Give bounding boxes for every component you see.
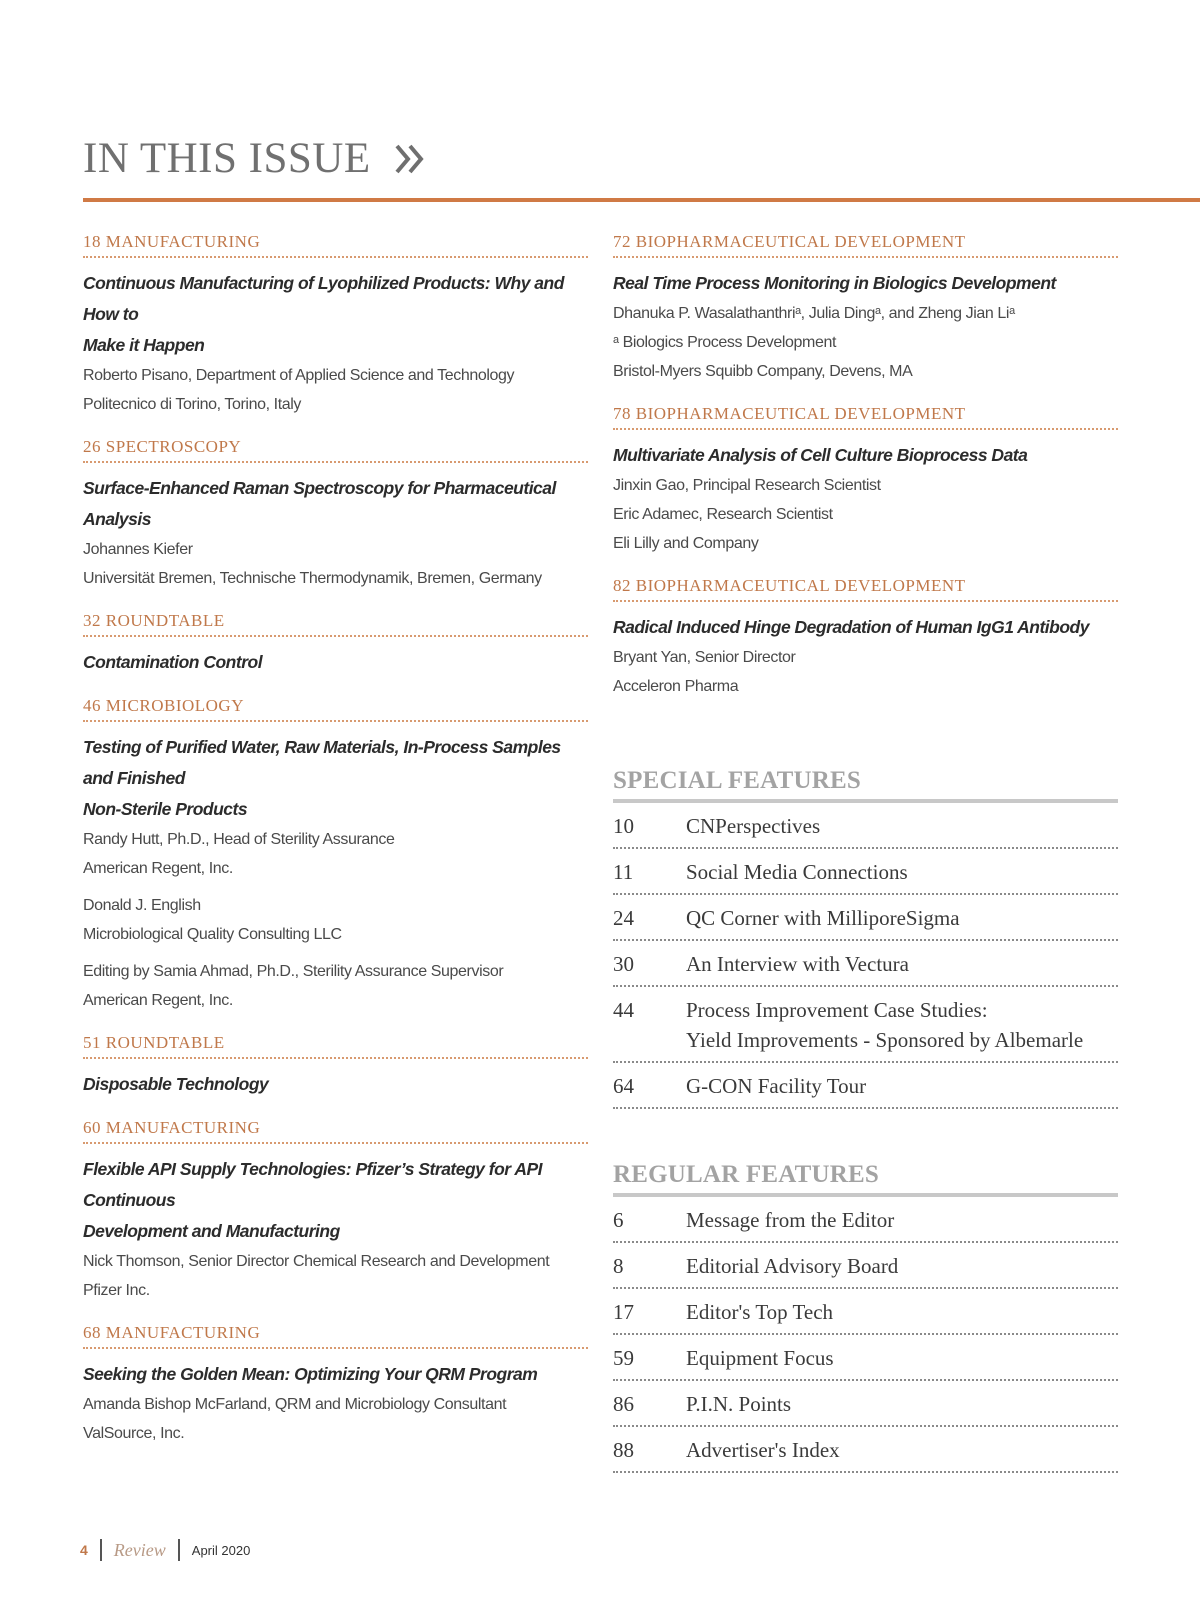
- article-title: Surface-Enhanced Raman Spectroscopy for Pharmaceutical Analysis: [83, 478, 556, 529]
- author-gap: [83, 883, 588, 891]
- article-title: Testing of Purified Water, Raw Materials, In-Process Samples and Finished: [83, 737, 561, 788]
- toc-section: [83, 611, 588, 696]
- author-line: Amanda Bishop McFarland, QRM and Microbiology Consultant: [83, 1396, 507, 1413]
- section-heading: 32 ROUNDTABLE: [83, 611, 588, 637]
- feature-label-line: P.I.N. Points: [686, 1392, 792, 1416]
- article-title: Radical Induced Hinge Degradation of Human IgG1 Antibody: [613, 617, 1089, 637]
- feature-page-number: 24: [613, 906, 634, 930]
- feature-label-line: G-CON Facility Tour: [686, 1074, 867, 1098]
- regular-features-list: [613, 1197, 1118, 1473]
- article-title: Multivariate Analysis of Cell Culture Bioprocess Data: [613, 445, 1028, 465]
- feature-label-line: Process Improvement Case Studies:: [686, 998, 988, 1022]
- article-title: Real Time Process Monitoring in Biologics Development: [613, 273, 1056, 293]
- feature-row: [613, 803, 1118, 849]
- special-features-heading: SPECIAL FEATURES: [613, 767, 1118, 803]
- feature-label: [686, 1389, 1118, 1419]
- feature-label: [686, 1343, 1118, 1373]
- author-line: Johannes Kiefer: [83, 541, 193, 558]
- feature-label-line: Editorial Advisory Board: [686, 1254, 899, 1278]
- feature-page-number: 86: [613, 1392, 634, 1416]
- author-line: Jinxin Gao, Principal Research Scientist: [613, 477, 881, 494]
- feature-label: [686, 811, 1118, 841]
- author-line: Acceleron Pharma: [613, 678, 739, 695]
- footer-divider: [100, 1539, 102, 1561]
- author-line: Politecnico di Torino, Torino, Italy: [83, 396, 302, 413]
- feature-row: [613, 895, 1118, 941]
- article-title: Non-Sterile Products: [83, 799, 248, 819]
- toc-section: [83, 1323, 588, 1466]
- feature-label: [686, 1205, 1118, 1235]
- author-line: Editing by Samia Ahmad, Ph.D., Sterility Assurance Supervisor: [83, 963, 504, 980]
- special-features: [613, 767, 1118, 1109]
- feature-label: [686, 857, 1118, 887]
- feature-page-number: 10: [613, 814, 634, 838]
- right-column: [613, 232, 1118, 1473]
- section-heading: 51 ROUNDTABLE: [83, 1033, 588, 1059]
- author-line: Bryant Yan, Senior Director: [613, 649, 796, 666]
- author-line: Roberto Pisano, Department of Applied Science and Technology: [83, 367, 515, 384]
- author-line: ValSource, Inc.: [83, 1425, 185, 1442]
- feature-page-number: 6: [613, 1208, 624, 1232]
- feature-label-line: Editor's Top Tech: [686, 1300, 834, 1324]
- special-features-list: [613, 803, 1118, 1109]
- feature-row: [613, 1197, 1118, 1243]
- toc-section: [83, 696, 588, 1033]
- toc-section: [83, 437, 588, 611]
- feature-label-line: CNPerspectives: [686, 814, 821, 838]
- author-line: Pfizer Inc.: [83, 1282, 150, 1299]
- author-line: Donald J. English: [83, 897, 201, 914]
- section-heading: 26 SPECTROSCOPY: [83, 437, 588, 463]
- review-logo: Review: [113, 1539, 166, 1560]
- section-heading: 72 BIOPHARMACEUTICAL DEVELOPMENT: [613, 232, 1118, 258]
- author-gap: [83, 949, 588, 957]
- feature-row: [613, 1335, 1118, 1381]
- feature-row: [613, 987, 1118, 1063]
- toc-section: [83, 1033, 588, 1118]
- feature-row: [613, 849, 1118, 895]
- article-title: Seeking the Golden Mean: Optimizing Your QRM Program: [83, 1364, 538, 1384]
- feature-row: [613, 941, 1118, 987]
- section-heading: 68 MANUFACTURING: [83, 1323, 588, 1349]
- feature-label: [686, 903, 1118, 933]
- feature-label: [686, 1251, 1118, 1281]
- author-line: Eric Adamec, Research Scientist: [613, 506, 833, 523]
- toc-section: [613, 232, 1118, 404]
- regular-features-heading: REGULAR FEATURES: [613, 1161, 1118, 1197]
- author-line: Randy Hutt, Ph.D., Head of Sterility Assurance: [83, 831, 395, 848]
- section-heading: 46 MICROBIOLOGY: [83, 696, 588, 722]
- feature-row: [613, 1381, 1118, 1427]
- masthead: [83, 134, 427, 183]
- author-line: Eli Lilly and Company: [613, 535, 759, 552]
- feature-label: [686, 949, 1118, 979]
- section-heading: 60 MANUFACTURING: [83, 1118, 588, 1144]
- author-line: Dhanuka P. Wasalathanthriᵃ, Julia Dingᵃ, and Zheng Jian Liᵃ: [613, 305, 1015, 322]
- toc-section: [83, 1118, 588, 1323]
- article-title: Disposable Technology: [83, 1074, 269, 1094]
- toc-section: [83, 232, 588, 437]
- feature-row: [613, 1243, 1118, 1289]
- section-heading: 78 BIOPHARMACEUTICAL DEVELOPMENT: [613, 404, 1118, 430]
- author-line: Nick Thomson, Senior Director Chemical Research and Development: [83, 1253, 550, 1270]
- article-title: Continuous Manufacturing of Lyophilized Products: Why and How to: [83, 273, 564, 324]
- feature-label-line: QC Corner with MilliporeSigma: [686, 906, 960, 930]
- article-title: Make it Happen: [83, 335, 205, 355]
- author-line: American Regent, Inc.: [83, 992, 233, 1009]
- author-line: Universität Bremen, Technische Thermodynamik, Bremen, Germany: [83, 570, 542, 587]
- feature-row: [613, 1063, 1118, 1109]
- author-line: Microbiological Quality Consulting LLC: [83, 926, 342, 943]
- section-heading: 18 MANUFACTURING: [83, 232, 588, 258]
- feature-label-line: An Interview with Vectura: [686, 952, 909, 976]
- author-line: ᵃ Biologics Process Development: [613, 334, 836, 351]
- left-column: [83, 232, 588, 1466]
- feature-page-number: 17: [613, 1300, 634, 1324]
- author-line: Bristol-Myers Squibb Company, Devens, MA: [613, 363, 913, 380]
- feature-row: [613, 1289, 1118, 1335]
- author-line: American Regent, Inc.: [83, 860, 233, 877]
- page-title: IN THIS ISSUE: [83, 135, 371, 182]
- toc-section: [613, 404, 1118, 576]
- feature-label: [686, 1071, 1118, 1101]
- footer-divider: [178, 1539, 180, 1561]
- feature-row: [613, 1427, 1118, 1473]
- double-chevron-right-icon: [393, 142, 427, 176]
- feature-label-line: Yield Improvements - Sponsored by Albemarle: [686, 1028, 1084, 1052]
- feature-page-number: 11: [613, 860, 634, 884]
- feature-page-number: 30: [613, 952, 634, 976]
- article-title: Development and Manufacturing: [83, 1221, 340, 1241]
- feature-page-number: 88: [613, 1438, 634, 1462]
- feature-label: [686, 995, 1118, 1055]
- feature-label: [686, 1435, 1118, 1465]
- page-footer: [80, 1537, 250, 1563]
- feature-label-line: Equipment Focus: [686, 1346, 834, 1370]
- feature-label-line: Social Media Connections: [686, 860, 908, 884]
- footer-page-number: 4: [80, 1542, 88, 1558]
- article-title: Flexible API Supply Technologies: Pfizer’s Strategy for API Continuous: [83, 1159, 542, 1210]
- regular-features: [613, 1161, 1118, 1473]
- feature-page-number: 8: [613, 1254, 624, 1278]
- feature-label: [686, 1297, 1118, 1327]
- right-articles: [613, 232, 1118, 719]
- article-title: Contamination Control: [83, 652, 263, 672]
- header-rule: [83, 198, 1200, 202]
- footer-date: April 2020: [191, 1542, 251, 1558]
- feature-label-line: Advertiser's Index: [686, 1438, 840, 1462]
- section-heading: 82 BIOPHARMACEUTICAL DEVELOPMENT: [613, 576, 1118, 602]
- feature-label-line: Message from the Editor: [686, 1208, 895, 1232]
- feature-page-number: 59: [613, 1346, 634, 1370]
- feature-page-number: 64: [613, 1074, 634, 1098]
- feature-page-number: 44: [613, 998, 634, 1022]
- toc-section: [613, 576, 1118, 719]
